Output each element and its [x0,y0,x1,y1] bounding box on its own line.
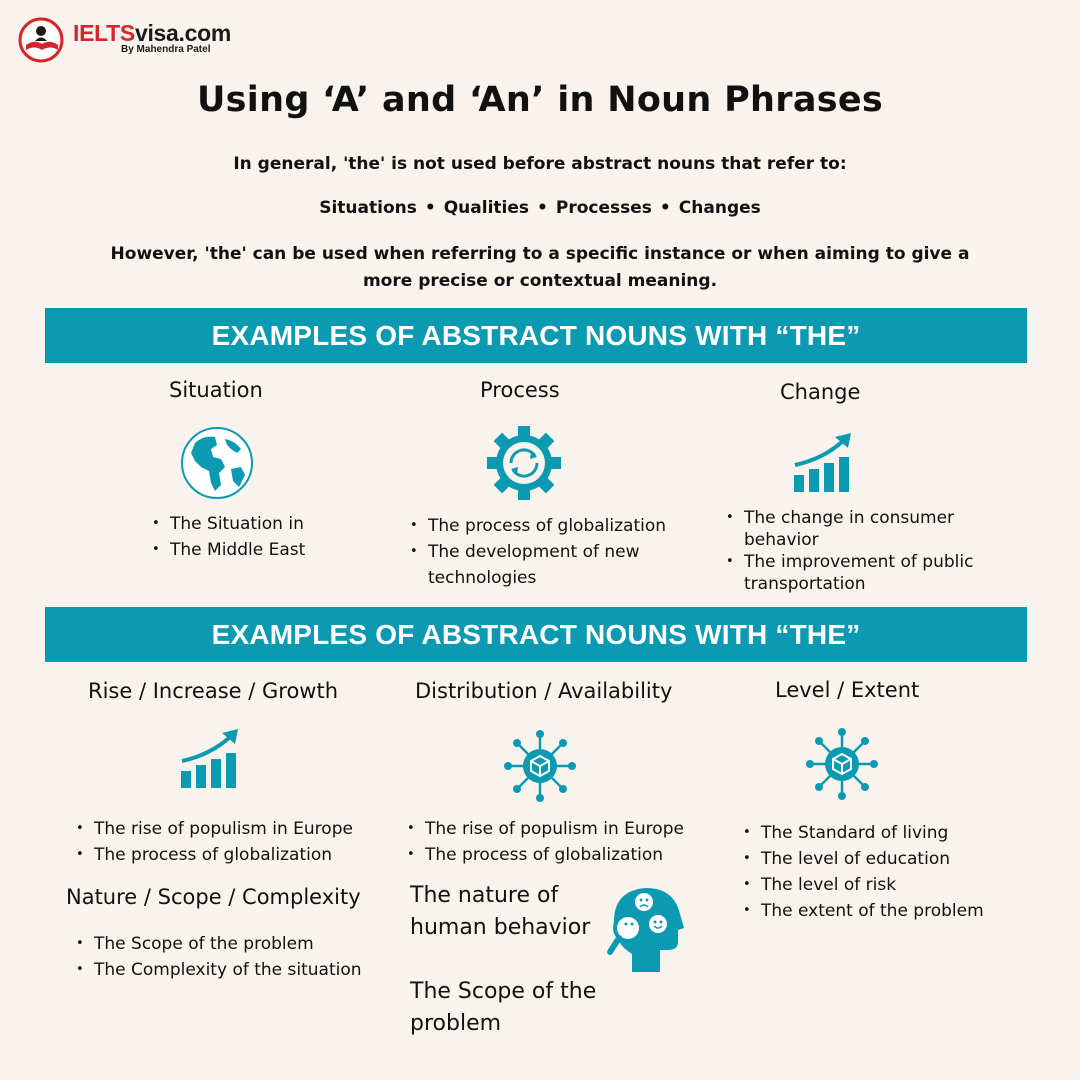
list-item: • The rise of populism in Europe [405,816,715,842]
list-item: • The Scope of the problem [74,931,394,957]
col-level-title: Level / Extent [775,678,920,702]
intro-note: However, 'the' can be used when referring to a specific instance or when aiming to give a more precise or contextual meaning. [110,244,970,291]
list-item: • The Middle East [150,537,390,563]
list-item: • The extent of the problem [741,898,1031,924]
growth-chart-icon [180,729,240,793]
list-item: • The process of globalization [74,842,394,868]
category-processes: Processes [555,198,652,218]
process-list [408,513,698,591]
nature-text: The nature of human behavior [410,883,591,940]
situation-list [150,511,390,563]
list-item: • The improvement of public transportation [724,551,994,595]
col-distribution-title: Distribution / Availability [415,679,673,703]
scope-text: The Scope of the problem [410,979,597,1036]
list-item: • The process of globalization [408,513,698,539]
list-item: • The Situation in [150,511,390,537]
globe-icon [181,427,253,503]
list-item: • The process of globalization [405,842,715,868]
section2-banner: EXAMPLES OF ABSTRACT NOUNS WITH “THE” [45,607,1027,662]
brand-name[interactable]: IELTSvisa.com [73,20,232,46]
list-item: • The change in consumer behavior [724,507,994,551]
category-situations: Situations [319,198,417,218]
col-nature-title: Nature / Scope / Complexity [66,885,361,909]
list-item: • The Complexity of the situation [74,957,394,983]
page-title: Using ‘A’ and ‘An’ in Noun Phrases [196,80,884,120]
section1-banner: EXAMPLES OF ABSTRACT NOUNS WITH “THE” [45,308,1027,363]
list-item: • The level of risk [741,872,1031,898]
network-box-icon [806,728,878,804]
change-list [724,507,994,595]
list-item: • The level of education [741,846,1031,872]
category-list: Situations • Qualities • Processes • Changes [319,198,761,218]
category-qualities: Qualities [443,198,530,218]
intro-line: In general, 'the' is not used before abstract nouns that refer to: [233,154,847,174]
col-change-title: Change [780,380,861,404]
level-list [741,820,1031,924]
category-changes: Changes [678,198,761,218]
col-situation-title: Situation [169,378,263,402]
mind-research-icon [608,884,686,978]
network-box-icon [504,730,576,806]
distribution-list [405,816,715,868]
brand-byline: By Mahendra Patel [121,44,211,55]
gear-cycle-icon [487,426,561,504]
growth-chart-icon [793,433,853,497]
list-item: • The rise of populism in Europe [74,816,394,842]
list-item: • The Standard of living [741,820,1031,846]
nature-list [74,931,394,983]
list-item: • The development of new technologies [408,539,698,591]
col-rise-title: Rise / Increase / Growth [88,679,339,703]
col-process-title: Process [480,378,560,402]
rise-list [74,816,394,868]
brand-logo-icon [16,17,68,63]
